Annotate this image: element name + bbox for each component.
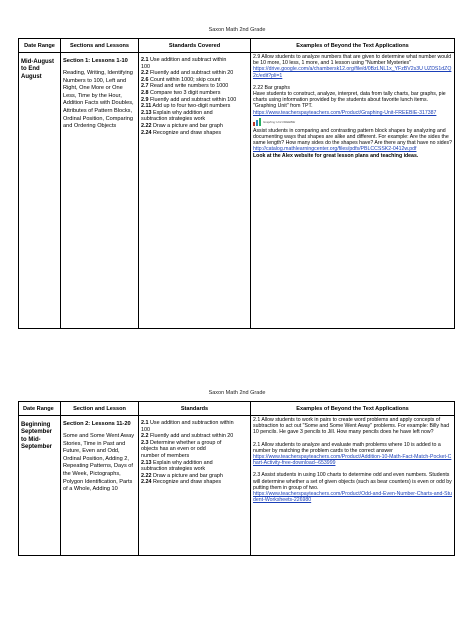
standard-item xyxy=(141,103,248,110)
table-header-row xyxy=(19,39,455,53)
header-date-range: Date Range xyxy=(19,402,61,416)
standard-item xyxy=(141,420,248,427)
standard-text: Read and write numbers to 1000 xyxy=(150,83,229,90)
standard-text: Determine whether a group of xyxy=(150,439,222,446)
example-paragraph: Have students to construct, analyze, interpret, data from tally charts, bar graphs, pie charts using information provided by the students about favorite lunch items. "Graphing Unit" from TPT. xyxy=(253,91,446,110)
resource-link[interactable]: https://www.teacherspayteachers.com/Product/Graphing-Unit-FREEBIE-317387 xyxy=(253,109,437,116)
standard-item xyxy=(141,453,248,460)
standard-text: Explain why addition and xyxy=(153,109,213,116)
section-cell xyxy=(61,53,139,329)
standard-text: Fluently add and subtract within 20 xyxy=(150,433,234,440)
standards-cell xyxy=(139,416,251,556)
standard-text: 100 xyxy=(141,63,150,70)
lesson-plan-table-2 xyxy=(18,401,455,556)
thumbnail-caption: Graphing Unit FREEBIE xyxy=(263,120,296,125)
standard-text: Count within 1000; skip count xyxy=(150,76,221,83)
standard-text: Draw a picture and bar graph xyxy=(153,472,223,479)
standard-code: 2.6 xyxy=(141,76,149,83)
standard-code: 2.8 xyxy=(141,89,149,96)
standards-cell xyxy=(139,53,251,329)
standards-list xyxy=(141,420,248,486)
standard-item xyxy=(141,123,248,130)
example-link-paragraph xyxy=(253,491,452,503)
date-line: September xyxy=(21,429,53,436)
standard-item xyxy=(141,57,248,64)
standard-code: 2.13 xyxy=(141,109,152,116)
header-standards: Standards Covered xyxy=(139,39,251,53)
standard-text: subtraction strategies work xyxy=(141,466,206,473)
date-range-cell xyxy=(19,416,61,556)
standard-item xyxy=(141,116,248,123)
resource-link[interactable]: https://www.teacherspayteachers.com/Product/Odd-and-Even-Number-Charts-and-Student-Worksheets-226980 xyxy=(253,491,452,504)
example-paragraph: 2.22 Bar graphs xyxy=(253,84,290,91)
section-cell xyxy=(61,416,139,556)
standard-text: Fluently add and subtract within 100 xyxy=(150,96,237,103)
table-row xyxy=(19,416,455,556)
standard-item xyxy=(141,466,248,473)
graph-icon xyxy=(253,118,262,126)
date-line: August xyxy=(21,73,42,80)
standard-item xyxy=(141,479,248,486)
standard-code: 2.1 xyxy=(141,57,149,63)
resource-link[interactable]: https://drive.google.com/a/chambersk12.org/file/d/0BzLNL1x_YFzBV2s3U UZDS1dZQ2c/edit?pli=1 xyxy=(253,66,452,79)
resource-link[interactable]: http://catalog.mathlearningcenter.org/files/pdfs/PBLCCSSK2-0412w.pdf xyxy=(253,146,417,153)
date-line: Mid-August xyxy=(21,59,54,65)
header-sections: Section and Lesson xyxy=(61,402,139,416)
standard-text: subtraction strategies work xyxy=(141,116,206,123)
examples-list xyxy=(253,417,452,503)
standard-code: 2.1 xyxy=(141,420,149,426)
example-paragraph: 2.9 Allow students to analyze numbers that are given to determine what number would be 10 more, 10 less, 1 more, and 1 lesson using "Number Mysteries" xyxy=(253,54,452,67)
standard-text: objects has an even or odd xyxy=(141,446,206,453)
standard-item xyxy=(141,83,248,90)
standard-item xyxy=(141,130,248,137)
section-lessons: Some and Some Went Away Stories, Time in Past and Future, Even and Odd, Ordinal Position, Adding 2, Repeating Patterns, Days of the Week, Pictographs, Polygon Identification, Parts of a Whole, Adding 10 xyxy=(63,433,134,493)
standard-code: 2.9 xyxy=(141,96,149,103)
lesson-plan-table-1 xyxy=(18,38,455,329)
standard-code: 2.2 xyxy=(141,70,149,77)
example-paragraph: Assist students in comparing and contrasting pattern block shapes by analyzing and documenting ways that shapes are alike and different. For example: Are the sides the same length? How many sides do the shapes have? Are there any that have no sides? xyxy=(253,127,452,147)
resource-link[interactable]: https://www.teacherspayteachers.com/Product/Addition-10-Math-Fact-Match-Pocket-Chart-Activity-free-download--653999 xyxy=(253,454,452,467)
date-range-cell xyxy=(19,53,61,329)
header-examples: Examples of Beyond the Text Applications xyxy=(251,39,455,53)
standard-item xyxy=(141,110,248,117)
standard-text: Use addition and subtract within xyxy=(150,57,227,63)
standard-item xyxy=(141,446,248,453)
standard-code: 2.7 xyxy=(141,83,149,90)
header-standards: Standards xyxy=(139,402,251,416)
standard-item xyxy=(141,460,248,467)
standard-item xyxy=(141,64,248,71)
standard-text: Add up to four two-digit numbers xyxy=(152,103,231,110)
header-examples: Examples of Beyond the Text Applications xyxy=(251,402,455,416)
example-link-paragraph xyxy=(253,110,452,116)
date-line: to End xyxy=(21,66,40,73)
standard-item xyxy=(141,427,248,434)
standard-code: 2.11 xyxy=(141,103,152,110)
page-title-2: Saxon Math 2nd Grade xyxy=(208,390,266,396)
example-paragraph: 2.1 Allow students to analyze and evaluate math problems where 10 is added to a number by matching the problem cards to the correct answer xyxy=(253,441,441,454)
standard-code: 2.2 xyxy=(141,433,149,440)
standard-text: Compare two 3 digit numbers xyxy=(150,89,221,96)
examples-cell xyxy=(251,416,455,556)
standard-item xyxy=(141,77,248,84)
standard-text: number of members xyxy=(141,452,190,459)
example-link-paragraph xyxy=(253,66,452,78)
section-heading: Section 1: Lessons 1-10 xyxy=(63,58,128,64)
standard-text: Fluently add and subtract within 20 xyxy=(150,70,234,77)
standard-code: 2.13 xyxy=(141,459,152,466)
header-sections: Sections and Lessons xyxy=(61,39,139,53)
example-paragraph: 2.3 Assist students in using 100 charts to determine odd and even numbers. Students will determine whether a set of given objects (such as bear counters) is even or odd by putting them in group of two. xyxy=(253,472,452,491)
standard-item xyxy=(141,70,248,77)
page-title-1: Saxon Math 2nd Grade xyxy=(208,27,266,33)
examples-list xyxy=(253,54,452,159)
standard-text: 100 xyxy=(141,426,150,433)
date-line: to Mid- xyxy=(21,436,41,443)
standard-code: 2.22 xyxy=(141,122,152,129)
header-date-range: Date Range xyxy=(19,39,61,53)
example-paragraph: 2.1 Allow students to work in pairs to create word problems and apply concepts of subtraction to act out "Some and Some Went Away" problems. For example: Billy had 10 pencils. He gave 3 pencils to Jill. How many pencils does he have left now? xyxy=(253,417,450,436)
examples-cell xyxy=(251,53,455,329)
standard-code: 2.24 xyxy=(141,479,152,486)
standard-item xyxy=(141,90,248,97)
standard-item xyxy=(141,473,248,480)
standard-item xyxy=(141,433,248,440)
standards-list xyxy=(141,57,248,136)
section-lessons: Reading, Writing, Identifying Numbers to 100, Left and Right, One More or One Less, Time by the Hour, Addition Facts with Doubles, Attributes of Pattern Blocks, Ordinal Position, Comparing and Ordering Objects xyxy=(63,70,134,130)
standard-text: Use addition and subtraction within xyxy=(150,420,234,426)
standard-item xyxy=(141,440,248,447)
product-thumbnail-image xyxy=(253,118,301,127)
date-line: Beginning xyxy=(21,422,51,428)
standard-item xyxy=(141,97,248,104)
standard-text: Draw a picture and bar graph xyxy=(153,122,223,129)
standard-code: 2.24 xyxy=(141,129,152,136)
alex-website-note: Look at the Alex website for great lesson plans and teaching ideas. xyxy=(253,152,419,159)
section-heading: Section 2: Lessons 11-20 xyxy=(63,421,131,427)
standard-text: Explain why addition and xyxy=(153,459,213,466)
example-link-paragraph xyxy=(253,454,452,466)
standard-code: 2.3 xyxy=(141,439,149,446)
standard-text: Recognize and draw shapes xyxy=(153,479,222,486)
table-row xyxy=(19,53,455,329)
table-header-row xyxy=(19,402,455,416)
standard-code: 2.22 xyxy=(141,472,152,479)
standard-text: Recognize and draw shapes xyxy=(153,129,222,136)
date-line: September xyxy=(21,443,53,450)
